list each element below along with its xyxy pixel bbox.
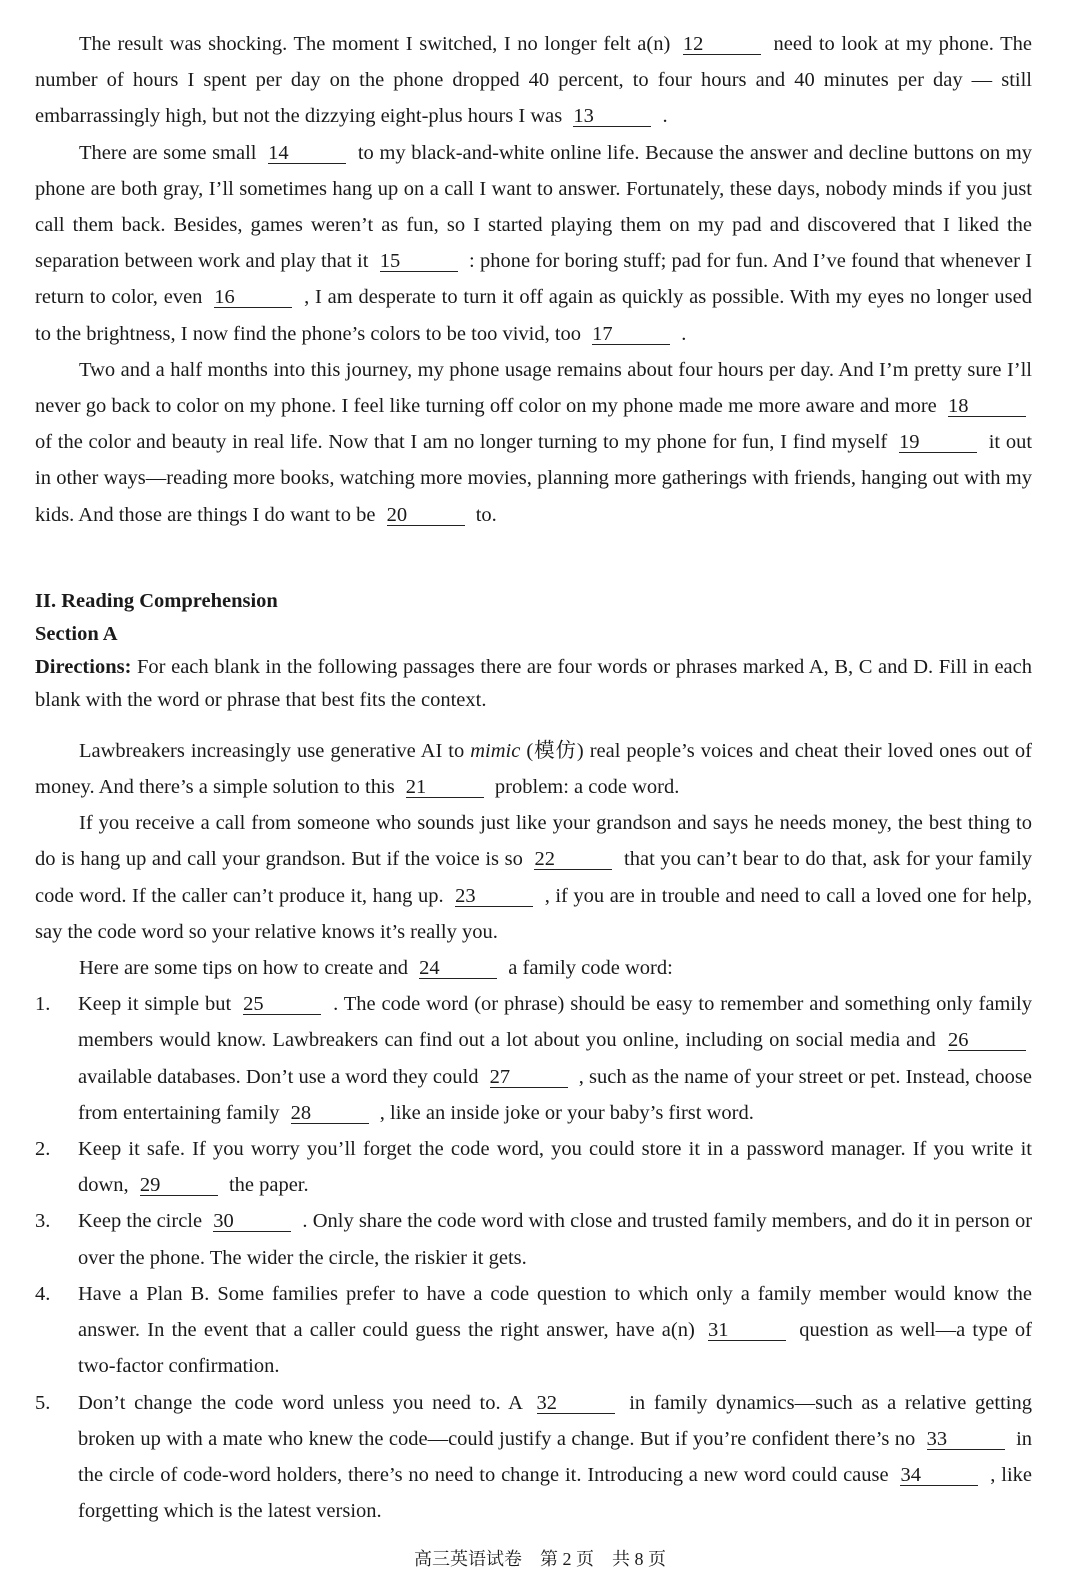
text: The result was shocking. The moment I switched, I no longer felt a(n) xyxy=(79,33,671,55)
blank-25: 25 xyxy=(243,994,321,1015)
paragraph xyxy=(35,352,1032,533)
text: that you can’t bear to do that, ask for your family code word. If the caller can’t produce it, hang up. xyxy=(35,848,1033,907)
list-number: 3. xyxy=(35,1210,51,1233)
directions xyxy=(35,651,1032,717)
blank-14: 14 xyxy=(268,143,346,164)
blank-17: 17 xyxy=(592,324,670,345)
section-subheading: Section A xyxy=(35,622,118,645)
blank-12: 12 xyxy=(683,34,761,55)
text: , like an inside joke or your baby’s first word. xyxy=(379,1101,754,1124)
blank-24: 24 xyxy=(419,958,497,979)
text: to my black-and-white online life. Because the answer and decline buttons on my phone are both gray, I’ll sometimes hang up on a call I want to answer. Fortunately, these days, nobody minds if you just call them back. Besides, games weren’t as fun, so I started playing them on my pad and discovered that I liked the separation between work and play that it xyxy=(35,141,1033,273)
list-number: 1. xyxy=(35,993,51,1016)
blank-15: 15 xyxy=(380,251,458,272)
paragraph xyxy=(78,1131,1032,1203)
text: . Only share the code word with close and trusted family members, and do it in person or over the phone. The wider the circle, the riskier it gets. xyxy=(78,1210,1033,1269)
text: There are some small xyxy=(79,141,257,164)
text: Don’t change the code word unless you need to. A xyxy=(78,1391,522,1414)
blank-18: 18 xyxy=(948,396,1026,417)
text: problem: a code word. xyxy=(494,776,680,799)
text: Keep it simple but xyxy=(78,993,232,1016)
blank-31: 31 xyxy=(708,1320,786,1341)
blank-19: 19 xyxy=(899,432,977,453)
text: Here are some tips on how to create and xyxy=(79,957,409,980)
passage-code-word xyxy=(35,733,1032,1529)
blank-20: 20 xyxy=(387,505,465,526)
emphasized-word: mimic xyxy=(470,739,521,762)
list-item xyxy=(35,986,1032,1131)
paragraph xyxy=(35,805,1032,950)
text: . The code word (or phrase) should be easy to remember and something only family members would know. Lawbreakers can find out a lot about you online, including on social media and xyxy=(78,993,1033,1052)
list-item xyxy=(35,1385,1032,1530)
blank-27: 27 xyxy=(490,1067,568,1088)
text: in family dynamics—such as a relative getting broken up with a mate who knew the code—could justify a change. But if you’re confident there’s no xyxy=(78,1391,1032,1450)
paragraph xyxy=(78,986,1032,1131)
text: Have a Plan B. Some families prefer to have a code question to which only a family member would know the answer. In the event that a caller could guess the right answer, have a(n) xyxy=(78,1282,1032,1342)
list-item xyxy=(35,1203,1032,1275)
list-item xyxy=(35,1276,1032,1385)
text: If you receive a call from someone who sounds just like your grandson and says he needs money, the best thing to do is hang up and call your grandson. But if the voice is so xyxy=(35,812,1032,871)
blank-34: 34 xyxy=(900,1465,978,1486)
paragraph xyxy=(35,733,1032,805)
blank-13: 13 xyxy=(573,106,651,127)
paragraph xyxy=(35,950,1032,986)
paragraph xyxy=(78,1203,1032,1275)
text: need to look at my phone. The number of hours I spent per day on the phone dropped 40 percent, to four hours and 40 minutes per day — still embarrassingly high, but not the dizzying eight-plus hours I was xyxy=(35,33,1033,128)
text: , like forgetting which is the latest version. xyxy=(78,1463,1032,1523)
text: , if you are in trouble and need to call a loved one for help, say the code word so your relative knows it’s really you. xyxy=(35,884,1033,943)
text: . xyxy=(662,105,668,128)
text: question as well—a type of two-factor confirmation. xyxy=(78,1319,1033,1378)
text: , I am desperate to turn it off again as quickly as possible. With my eyes no longer used to the brightness, I now find the phone’s colors to be too vivid, too xyxy=(35,286,1033,345)
text: in the circle of code-word holders, there’s no need to change it. Introducing a new word could cause xyxy=(78,1427,1033,1486)
text: to. xyxy=(475,503,497,526)
text: the paper. xyxy=(228,1174,309,1197)
blank-23: 23 xyxy=(455,886,533,907)
exam-page xyxy=(35,26,1032,1529)
text: it out in other ways—reading more books, watching more movies, planning more gatherings with friends, hanging out with my kids. And those are things I do want to be xyxy=(35,431,1033,526)
text: (模仿) real people’s voices and cheat their loved ones out of money. And there’s a simple solution to this xyxy=(35,739,1032,799)
directions-label: Directions: xyxy=(35,655,132,678)
text: Lawbreakers increasingly use generative AI to xyxy=(79,739,471,762)
paragraph xyxy=(35,135,1032,352)
list-number: 2. xyxy=(35,1138,51,1161)
blank-21: 21 xyxy=(406,777,484,798)
section-heading: II. Reading Comprehension xyxy=(35,589,278,612)
text: Keep it safe. If you worry you’ll forget the code word, you could store it in a password manager. If you write it down, xyxy=(78,1138,1032,1197)
text: Two and a half months into this journey, my phone usage remains about four hours per day. And I’m pretty sure I’ll never go back to color on my phone. I feel like turning off color on my phone made me more aware and more xyxy=(35,358,1032,418)
list-number: 5. xyxy=(35,1391,51,1414)
list-item xyxy=(35,1131,1032,1203)
directions-text: For each blank in the following passages there are four words or phrases marked A, B, C and D. Fill in each blank with the word or phrase that best fits the context. xyxy=(35,655,1032,711)
page-footer: 高三英语试卷 第 2 页 共 8 页 xyxy=(414,1549,666,1569)
text: available databases. Don’t use a word they could xyxy=(78,1065,479,1088)
paragraph xyxy=(78,1276,1032,1385)
list-number: 4. xyxy=(35,1282,51,1305)
blank-30: 30 xyxy=(213,1211,291,1232)
blank-16: 16 xyxy=(214,287,292,308)
paragraph xyxy=(78,1385,1032,1530)
blank-32: 32 xyxy=(537,1393,615,1414)
text: : phone for boring stuff; pad for fun. And I’ve found that whenever I return to color, even xyxy=(35,250,1033,309)
passage-cloze-end xyxy=(35,26,1032,533)
paragraph xyxy=(35,26,1032,135)
text: of the color and beauty in real life. Now that I am no longer turning to my phone for fun, I find myself xyxy=(35,431,888,454)
text: . xyxy=(681,322,687,345)
blank-26: 26 xyxy=(948,1030,1026,1051)
blank-28: 28 xyxy=(291,1103,369,1124)
text: a family code word: xyxy=(508,957,673,980)
blank-29: 29 xyxy=(140,1175,218,1196)
text: Keep the circle xyxy=(78,1210,203,1233)
blank-22: 22 xyxy=(534,849,612,870)
blank-33: 33 xyxy=(927,1429,1005,1450)
text: , such as the name of your street or pet. Instead, choose from entertaining family xyxy=(78,1065,1033,1124)
